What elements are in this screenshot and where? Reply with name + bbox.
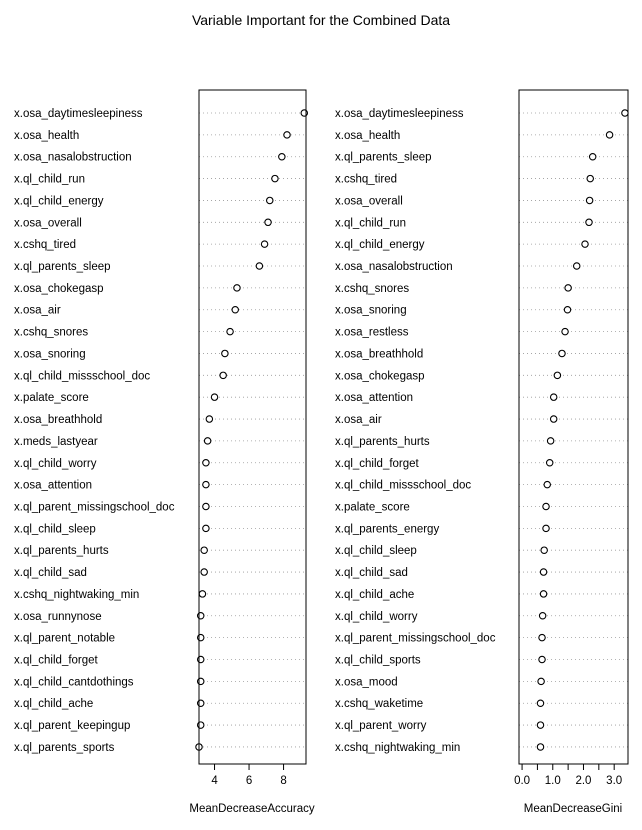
plot-frame xyxy=(519,90,628,764)
x-axis-title: MeanDecreaseGini xyxy=(523,803,623,815)
data-point xyxy=(539,613,545,619)
row-label: x.palate_score xyxy=(335,501,410,514)
row-label: x.ql_child_run xyxy=(335,217,406,230)
data-point xyxy=(559,350,565,356)
row-label: x.osa_breathhold xyxy=(335,348,424,361)
data-point xyxy=(201,547,207,553)
row-label: x.ql_child_forget xyxy=(335,457,419,470)
row-label: x.osa_chokegasp xyxy=(335,370,425,383)
data-point xyxy=(547,438,553,444)
row-label: x.ql_parents_energy xyxy=(335,523,440,536)
data-point xyxy=(206,416,212,422)
data-point xyxy=(261,241,267,247)
row-label: x.osa_mood xyxy=(335,676,398,689)
row-label: x.cshq_nightwaking_min xyxy=(14,588,140,601)
data-point xyxy=(211,394,217,400)
data-point xyxy=(279,154,285,160)
row-label: x.ql_child_worry xyxy=(335,610,418,623)
panel-gini xyxy=(335,90,628,815)
row-label: x.osa_snoring xyxy=(14,348,86,361)
data-point xyxy=(547,460,553,466)
data-point xyxy=(203,481,209,487)
row-label: x.osa_health xyxy=(14,129,80,142)
data-point xyxy=(232,307,238,313)
data-point xyxy=(301,110,307,116)
data-point xyxy=(198,700,204,706)
x-tick-label: 8 xyxy=(280,775,287,787)
data-point xyxy=(541,547,547,553)
row-label: x.meds_lastyear xyxy=(14,435,98,448)
data-point xyxy=(539,656,545,662)
row-label: x.cshq_tired xyxy=(335,173,398,186)
data-point xyxy=(537,744,543,750)
row-label: x.osa_air xyxy=(14,304,61,317)
data-point xyxy=(550,394,556,400)
data-point xyxy=(540,569,546,575)
row-label: x.palate_score xyxy=(14,392,89,405)
row-label: x.ql_parent_keepingup xyxy=(14,720,131,733)
row-label: x.ql_child_missschool_doc xyxy=(335,479,472,492)
data-point xyxy=(198,656,204,662)
row-label: x.osa_attention xyxy=(335,392,414,405)
row-label: x.cshq_tired xyxy=(14,239,77,252)
data-point xyxy=(198,678,204,684)
panel-accuracy xyxy=(14,90,315,815)
x-tick-label: 4 xyxy=(211,775,218,787)
row-label: x.osa_chokegasp xyxy=(14,282,104,295)
row-label: x.ql_child_sleep xyxy=(14,523,96,536)
row-label: x.ql_child_energy xyxy=(14,195,104,208)
data-point xyxy=(587,175,593,181)
row-label: x.ql_child_sports xyxy=(335,654,421,667)
data-point xyxy=(574,263,580,269)
data-point xyxy=(222,350,228,356)
row-label: x.ql_parent_notable xyxy=(14,632,116,645)
data-point xyxy=(622,110,628,116)
row-label: x.osa_snoring xyxy=(335,304,407,317)
data-point xyxy=(538,678,544,684)
data-point xyxy=(589,154,595,160)
row-label: x.ql_child_run xyxy=(14,173,85,186)
data-point xyxy=(272,175,278,181)
data-point xyxy=(564,307,570,313)
data-point xyxy=(203,503,209,509)
row-label: x.osa_nasalobstruction xyxy=(335,261,453,274)
data-point xyxy=(234,285,240,291)
data-point xyxy=(543,525,549,531)
row-label: x.cshq_waketime xyxy=(335,698,424,711)
x-tick-label: 3.0 xyxy=(606,775,623,787)
row-label: x.ql_child_sad xyxy=(335,567,408,580)
row-label: x.ql_parents_sleep xyxy=(14,261,111,274)
row-label: x.ql_parent_worry xyxy=(335,720,427,733)
row-label: x.ql_child_missschool_doc xyxy=(14,370,151,383)
data-point xyxy=(537,722,543,728)
x-tick-label: 2.0 xyxy=(575,775,592,787)
data-point xyxy=(550,416,556,422)
row-label: x.ql_parents_sports xyxy=(14,741,115,754)
row-label: x.osa_air xyxy=(335,414,382,427)
chart-title: Variable Important for the Combined Data xyxy=(191,12,451,28)
row-label: x.ql_child_worry xyxy=(14,457,97,470)
row-label: x.ql_child_energy xyxy=(335,239,425,252)
row-label: x.cshq_nightwaking_min xyxy=(335,741,461,754)
data-point xyxy=(562,328,568,334)
data-point xyxy=(554,372,560,378)
row-label: x.ql_parent_missingschool_doc xyxy=(14,501,175,514)
data-point xyxy=(544,481,550,487)
row-label: x.cshq_snores xyxy=(14,326,89,339)
data-point xyxy=(565,285,571,291)
data-point xyxy=(543,503,549,509)
x-tick-label: 1.0 xyxy=(544,775,561,787)
plot-frame xyxy=(199,90,306,764)
data-point xyxy=(227,328,233,334)
row-label: x.osa_restless xyxy=(335,326,409,339)
data-point xyxy=(204,438,210,444)
row-label: x.ql_parent_missingschool_doc xyxy=(335,632,496,645)
row-label: x.ql_parents_hurts xyxy=(14,545,109,558)
row-label: x.osa_daytimesleepiness xyxy=(14,108,143,120)
data-point xyxy=(540,591,546,597)
row-label: x.ql_parents_sleep xyxy=(335,151,432,164)
row-label: x.ql_child_ache xyxy=(335,588,415,601)
row-label: x.ql_child_sleep xyxy=(335,545,417,558)
data-point xyxy=(198,722,204,728)
row-label: x.osa_daytimesleepiness xyxy=(335,108,464,120)
data-point xyxy=(606,132,612,138)
data-point xyxy=(256,263,262,269)
row-label: x.osa_breathhold xyxy=(14,414,103,427)
data-point xyxy=(203,460,209,466)
data-point xyxy=(586,197,592,203)
data-point xyxy=(199,591,205,597)
data-point xyxy=(220,372,226,378)
row-label: x.cshq_snores xyxy=(335,282,410,295)
data-point xyxy=(537,700,543,706)
data-point xyxy=(198,613,204,619)
row-label: x.osa_overall xyxy=(335,195,403,208)
row-label: x.ql_child_forget xyxy=(14,654,98,667)
row-label: x.osa_nasalobstruction xyxy=(14,151,132,164)
row-label: x.osa_health xyxy=(335,129,401,142)
data-point xyxy=(203,525,209,531)
row-label: x.osa_attention xyxy=(14,479,93,492)
row-label: x.ql_child_cantdothings xyxy=(14,676,134,689)
data-point xyxy=(201,569,207,575)
chart-panels xyxy=(14,90,628,815)
data-point xyxy=(265,219,271,225)
x-tick-label: 6 xyxy=(245,775,253,787)
data-point xyxy=(198,634,204,640)
row-label: x.osa_runnynose xyxy=(14,610,102,623)
x-tick-label: 0.0 xyxy=(514,775,531,787)
data-point xyxy=(539,634,545,640)
row-label: x.ql_child_sad xyxy=(14,567,87,580)
row-label: x.ql_child_ache xyxy=(14,698,94,711)
row-label: x.ql_parents_hurts xyxy=(335,435,430,448)
data-point xyxy=(582,241,588,247)
row-label: x.osa_overall xyxy=(14,217,82,230)
x-axis-title: MeanDecreaseAccuracy xyxy=(189,803,315,815)
data-point xyxy=(284,132,290,138)
data-point xyxy=(267,197,273,203)
data-point xyxy=(586,219,592,225)
